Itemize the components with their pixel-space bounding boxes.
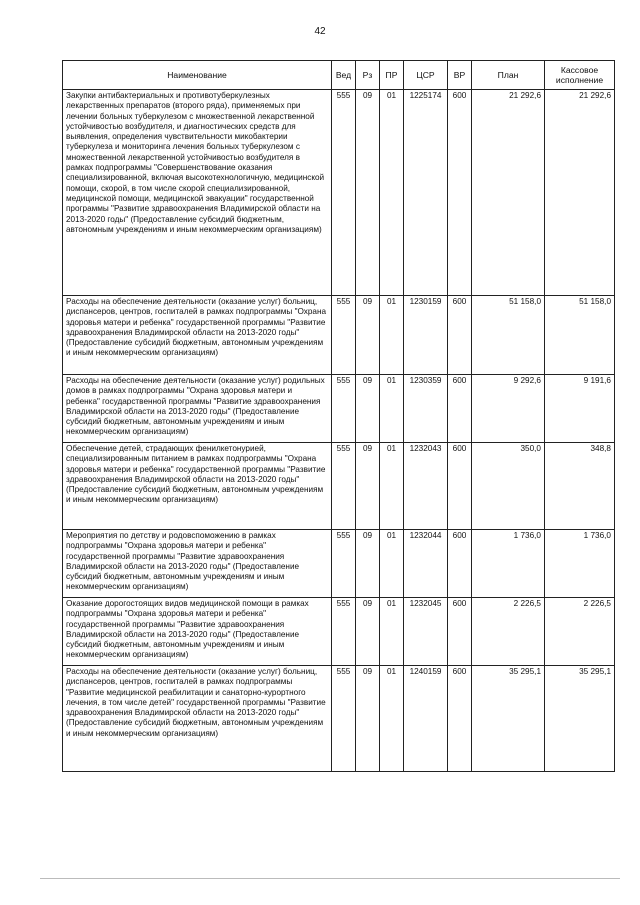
row-csr: 1232045 — [404, 598, 448, 666]
row-vr: 600 — [448, 296, 472, 375]
header-plan: План — [472, 61, 545, 90]
table-header-row — [63, 61, 615, 90]
budget-table — [62, 60, 615, 772]
row-csr: 1240159 — [404, 666, 448, 772]
row-rz: 09 — [356, 90, 380, 296]
row-kassa: 1 736,0 — [545, 530, 615, 598]
row-csr: 1230159 — [404, 296, 448, 375]
row-ved: 555 — [332, 666, 356, 772]
table-row — [63, 598, 615, 666]
row-pr: 01 — [380, 90, 404, 296]
row-vr: 600 — [448, 375, 472, 443]
row-ved: 555 — [332, 375, 356, 443]
row-name: Мероприятия по детству и родовспоможению в рамках подпрограммы "Охрана здоровья матери и ребенка" государственной программы "Развитие здравоохранения Владимирской области на 2013-2020 годы" (Предоставление субсидий бюджетным, автономным учреждениям и иным некоммерческим организациям) — [63, 530, 332, 598]
row-csr: 1232043 — [404, 443, 448, 530]
row-name: Расходы на обеспечение деятельности (оказание услуг) больниц, диспансеров, центров, госпиталей в рамках подпрограммы "Развитие медицинской реабилитации и санаторно-курортного лечения, в том числе детей" государственной программы "Развитие здравоохранения Владимирской области на 2013-2020 годы" (Предоставление субсидий бюджетным, автономным учреждениям и иным некоммерческим организациям) — [63, 666, 332, 772]
row-pr: 01 — [380, 598, 404, 666]
row-ved: 555 — [332, 296, 356, 375]
row-plan: 9 292,6 — [472, 375, 545, 443]
row-name: Закупки антибактериальных и противотуберкулезных лекарственных препаратов (второго ряда), применяемых при лечении больных туберкулезом с множественной лекарственной устойчивостью возбудителя, и диагностических средств для выявления, определения чувствительности микобактерии туберкулеза и мониторинга лечения больных туберкулезом с множественной лекарственной устойчивостью возбудителя в рамках подпрограммы "Совершенствование оказания специализированной, включая высокотехнологичную, медицинской помощи, скорой, в том числе скорой специализированной, медицинской помощи, медицинской эвакуации" государственной программы "Развитие здравоохранения Владимирской области на 2013-2020 годы" (Предоставление субсидий бюджетным, автономным учреждениям и иным некоммерческим организациям) — [63, 90, 332, 296]
row-csr: 1225174 — [404, 90, 448, 296]
row-plan: 2 226,5 — [472, 598, 545, 666]
row-name: Расходы на обеспечение деятельности (оказание услуг) родильных домов в рамках подпрограммы "Охрана здоровья матери и ребенка" государственной программы "Развитие здравоохранения Владимирской области на 2013-2020 годы" (Предоставление субсидий бюджетным, автономным учреждениям и иным некоммерческим организациям) — [63, 375, 332, 443]
row-pr: 01 — [380, 296, 404, 375]
row-pr: 01 — [380, 443, 404, 530]
row-name: Обеспечение детей, страдающих фенилкетонурией, специализированным питанием в рамках подпрограммы "Охрана здоровья матери и ребенка" государственной программы "Развитие здравоохранения Владимирской области на 2013-2020 годы" (Предоставление субсидий бюджетным, автономным учреждениям и иным некоммерческим организациям) — [63, 443, 332, 530]
table-row — [63, 296, 615, 375]
row-rz: 09 — [356, 598, 380, 666]
row-name: Оказание дорогостоящих видов медицинской помощи в рамках подпрограммы "Охрана здоровья матери и ребенка" государственной программы "Развитие здравоохранения Владимирской области на 2013-2020 годы" (Предоставление субсидий бюджетным, автономным учреждениям и иным некоммерческим организациям) — [63, 598, 332, 666]
row-ved: 555 — [332, 598, 356, 666]
row-name: Расходы на обеспечение деятельности (оказание услуг) больниц, диспансеров, центров, госпиталей в рамках подпрограммы "Охрана здоровья матери и ребенка" государственной программы "Развитие здравоохранения Владимирской области на 2013-2020 годы" (Предоставление субсидий бюджетным, автономным учреждениям и иным некоммерческим организациям) — [63, 296, 332, 375]
header-pr: ПР — [380, 61, 404, 90]
page-bottom-divider — [40, 878, 620, 879]
row-kassa: 9 191,6 — [545, 375, 615, 443]
row-ved: 555 — [332, 443, 356, 530]
row-pr: 01 — [380, 375, 404, 443]
row-csr: 1230359 — [404, 375, 448, 443]
row-rz: 09 — [356, 530, 380, 598]
page-number: 42 — [314, 26, 326, 37]
header-kassa: Кассовое исполнение — [545, 61, 615, 90]
header-rz: Рз — [356, 61, 380, 90]
row-kassa: 35 295,1 — [545, 666, 615, 772]
row-kassa: 21 292,6 — [545, 90, 615, 296]
table-row — [63, 443, 615, 530]
row-plan: 21 292,6 — [472, 90, 545, 296]
row-plan: 35 295,1 — [472, 666, 545, 772]
header-csr: ЦСР — [404, 61, 448, 90]
header-name: Наименование — [63, 61, 332, 90]
row-vr: 600 — [448, 90, 472, 296]
table-row — [63, 375, 615, 443]
row-rz: 09 — [356, 375, 380, 443]
row-vr: 600 — [448, 530, 472, 598]
row-plan: 51 158,0 — [472, 296, 545, 375]
row-plan: 350,0 — [472, 443, 545, 530]
row-vr: 600 — [448, 443, 472, 530]
row-vr: 600 — [448, 666, 472, 772]
header-vr: ВР — [448, 61, 472, 90]
row-kassa: 2 226,5 — [545, 598, 615, 666]
row-ved: 555 — [332, 530, 356, 598]
row-rz: 09 — [356, 443, 380, 530]
table-row — [63, 530, 615, 598]
row-kassa: 348,8 — [545, 443, 615, 530]
row-rz: 09 — [356, 666, 380, 772]
row-csr: 1232044 — [404, 530, 448, 598]
table-row — [63, 666, 615, 772]
row-pr: 01 — [380, 666, 404, 772]
table-row — [63, 90, 615, 296]
row-plan: 1 736,0 — [472, 530, 545, 598]
row-rz: 09 — [356, 296, 380, 375]
header-ved: Вед — [332, 61, 356, 90]
row-ved: 555 — [332, 90, 356, 296]
row-pr: 01 — [380, 530, 404, 598]
row-kassa: 51 158,0 — [545, 296, 615, 375]
row-vr: 600 — [448, 598, 472, 666]
